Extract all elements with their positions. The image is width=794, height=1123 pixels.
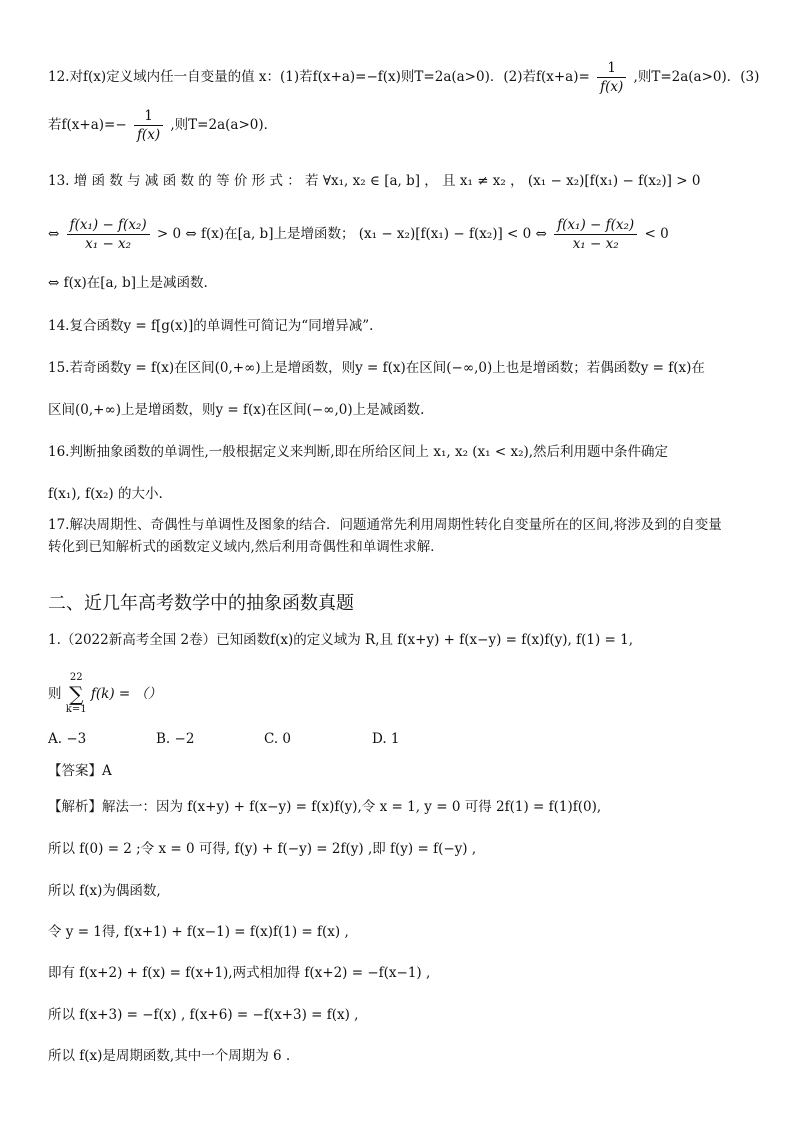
choice-d: D. 1 <box>372 731 400 747</box>
item-14: 14.复合函数y = f[g(x)]的单调性可简记为“同增异减”. <box>48 318 374 334</box>
item-12-text-c: 若f(x+a)=− <box>48 117 127 133</box>
item-17-line1: 17.解决周期性、奇偶性与单调性及图象的结合．问题通常先利用周期性转化自变量所在的区间,将涉及到的自变量 <box>48 517 722 533</box>
choice-c: C. 0 <box>264 731 292 747</box>
choice-a: A. −3 <box>48 731 87 747</box>
item-13-line3: ⇔ f(x)在[a, b]上是减函数. <box>48 275 208 291</box>
question-1-sum-line: 则 22 ∑ k=1 f(k) = （） <box>48 672 162 715</box>
item-13-line1: 13. 增 函 数 与 减 函 数 的 等 价 形 式 ： 若 ∀x₁, x₂ ∈ [a, b] ， 且 x₁ ≠ x₂ ， (x₁ − x₂)[f(x₁) − f(x₂)] > 0 <box>48 173 701 189</box>
solution-line-5: 即有 f(x+2) + f(x) = f(x+1),两式相加得 f(x+2) = −f(x−1) , <box>48 965 431 981</box>
item-17-line2: 转化到已知解析式的函数定义域内,然后利用奇偶性和单调性求解． <box>48 539 444 555</box>
item-12-line2 <box>48 107 277 144</box>
answer: 【答案】A <box>48 763 112 779</box>
choice-b: B. −2 <box>156 731 195 747</box>
item-12-line1 <box>48 59 759 96</box>
section-title: 二、近几年高考数学中的抽象函数真题 <box>48 593 354 614</box>
solution-line-1: 【解析】解法一：因为 f(x+y) + f(x−y) = f(x)f(y),令 x = 1, y = 0 可得 2f(1) = f(1)f(0), <box>48 799 602 815</box>
solution-line-3: 所以 f(x)为偶函数, <box>48 883 161 899</box>
item-15-line1: 15.若奇函数y = f(x)在区间(0,+∞)上是增函数，则y = f(x)在区间(−∞,0)上也是增函数；若偶函数y = f(x)在 <box>48 360 705 376</box>
item-16-line1: 16.判断抽象函数的单调性,一般根据定义来判断,即在所给区间上 x₁, x₂ (x₁ < x₂),然后利用题中条件确定 <box>48 444 669 460</box>
question-1-choices <box>48 729 480 749</box>
item-12-text-b: ,则T=2a(a>0)．(3) <box>633 69 760 85</box>
item-12-text-d: ,则T=2a(a>0)． <box>170 117 278 133</box>
solution-line-7: 所以 f(x)是周期函数,其中一个周期为 6 . <box>48 1048 291 1064</box>
solution-line-4: 令 y = 1得, f(x+1) + f(x−1) = f(x)f(1) = f(x) , <box>48 924 349 940</box>
item-15-line2: 区间(0,+∞)上是增函数，则y = f(x)在区间(−∞,0)上是减函数. <box>48 402 425 418</box>
solution-line-2: 所以 f(0) = 2 ;令 x = 0 可得, f(y) + f(−y) = 2f(y) ,即 f(y) = f(−y) , <box>48 841 477 857</box>
summation: 22 ∑ k=1 <box>65 672 87 715</box>
item-16-line2: f(x₁), f(x₂) 的大小. <box>48 486 163 502</box>
item-12-text-a: 12.对f(x)定义域内任一自变量的值 x：(1)若f(x+a)=−f(x)则T=2a(a>0)．(2)若f(x+a)= <box>48 69 590 85</box>
solution-line-6: 所以 f(x+3) = −f(x) , f(x+6) = −f(x+3) = f(x) , <box>48 1007 359 1023</box>
item-13-line2: ⇔ $\frac{\text{f(x₁) − f(x₂)}}{\text{x₁ − x₂}}$ > 0 ⇔ f(x)在[a, b]上是增函数； (x₁ − x₂)[f(x₁) − f(x₂)] < 0 ⇔ $\frac{\text{f(x₁) − f(x₂)}}{\text{x₁ − x₂}}$ < 0 <box>48 217 669 252</box>
item-12-fraction-2: $\frac{1}{f(x)}$ <box>134 107 163 144</box>
question-1-stem: 1.（2022新高考全国 2卷）已知函数f(x)的定义域为 R,且 f(x+y) + f(x−y) = f(x)f(y), f(1) = 1, <box>48 632 634 648</box>
item-13-fraction-2: $\frac{\text{f(x₁) − f(x₂)}}{\text{x₁ − x₂}}$ <box>554 216 637 253</box>
item-13-fraction-1: $\frac{\text{f(x₁) − f(x₂)}}{\text{x₁ − x₂}}$ <box>67 216 150 253</box>
item-12-fraction: $\frac{1}{f(x)}$ <box>597 59 626 96</box>
